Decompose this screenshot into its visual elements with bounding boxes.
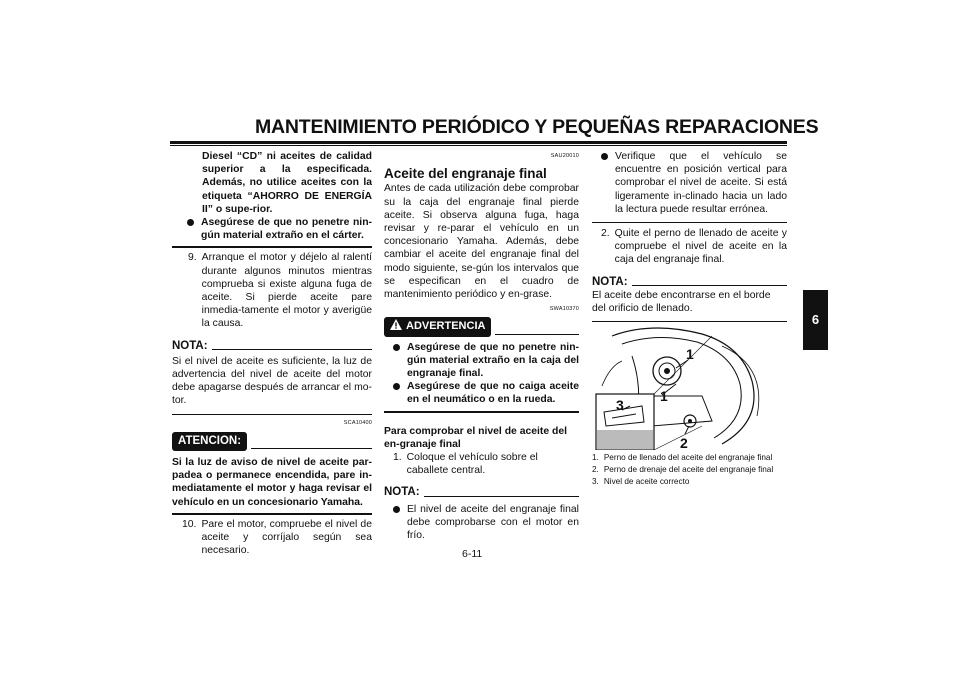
nota-heading (384, 486, 579, 499)
nota-label: NOTA: (592, 275, 628, 288)
step-number: 2. (601, 228, 610, 240)
bullet-icon (393, 383, 400, 390)
column-2 (384, 150, 579, 542)
divider (592, 321, 787, 322)
bullet-text: Verifique que el vehículo se encuentre en posición vertical para comprobar el nivel de aceite. Si está ligeramente in-clinado hacia un lado la lectura puede resultar errónea. (615, 151, 787, 215)
warning-badge (384, 317, 491, 336)
caption-number: 3. (592, 476, 599, 486)
caption-list (592, 453, 787, 486)
caption-number: 1. (592, 453, 599, 463)
divider (592, 222, 787, 223)
bullet-icon (393, 506, 400, 513)
step-text: Pare el motor, compruebe el nivel de aceite y corríjalo según sea necesario. (201, 518, 372, 557)
caption-number: 2. (592, 465, 599, 475)
page-title: MANTENIMIENTO PERIÓDICO Y PEQUEÑAS REPARACIONES (255, 116, 819, 138)
caption-item (592, 477, 787, 487)
bullet-icon (187, 219, 194, 226)
caption-text: Nivel de aceite correcto (603, 476, 690, 486)
step-2 (592, 227, 787, 267)
callout-label: 3 (616, 397, 624, 414)
column-3 (592, 150, 787, 487)
nota-label: NOTA: (384, 486, 420, 499)
reference-code: SWA10370 (549, 306, 579, 313)
divider (172, 246, 372, 248)
bullet-text: Asegúrese de que no caiga aceite en el neumático o en la rueda. (407, 381, 579, 406)
nota-heading (592, 276, 787, 289)
procedure-title: Para comprobar el nivel de aceite del en-granaje final (384, 425, 568, 450)
bullet-text: Asegúrese de que no penetre nin-gún material extraño en el cárter. (201, 217, 372, 242)
intro-text: Antes de cada utilización debe comprobar su la caja del engranaje final pierde aceite. Si observa alguna fuga, haga revisar y re-parar el vehículo en un concesionario Yamaha. Además, debe cambiar el aceite del engranaje final del modo siguiente, se-gún los intervalos que se especifican en el cuadro de mantenimiento periódico y en-grase. (384, 183, 579, 301)
list-item (384, 341, 579, 381)
reference-code: SAU20010 (550, 153, 579, 159)
callout-label: 2 (680, 435, 688, 451)
bullet-icon (601, 153, 608, 160)
step-text: Coloque el vehículo sobre el caballete central. (406, 452, 538, 477)
divider (172, 414, 372, 415)
bullet-text: Asegúrese de que no penetre nin-gún material extraño en la caja del engranaje final. (407, 341, 579, 380)
gear-case-drawing (592, 326, 782, 450)
list-item (592, 150, 787, 216)
atencion-line (251, 448, 372, 449)
bullet-text: El nivel de aceite del engranaje final debe comprobarse con el motor en frío. (407, 503, 579, 542)
nota-heading (172, 340, 372, 353)
reference-code: SCA10400 (343, 419, 372, 426)
nota-label: NOTA: (172, 339, 208, 352)
list-item (384, 380, 579, 406)
callout-label: 1 (686, 346, 694, 363)
list-item (172, 216, 372, 242)
nota-line (632, 285, 787, 286)
caption-item (592, 465, 787, 475)
warning-line (495, 334, 579, 335)
divider (172, 513, 372, 515)
chapter-tab: 6 (803, 290, 828, 350)
step-number: 10. (182, 518, 197, 530)
step-number: 1. (393, 452, 402, 464)
step-9 (172, 251, 372, 330)
step-text: Arranque el motor y déjelo al ralentí durante algunos minutos mientras comprueba si existe alguna fuga de aceite. Si pierde aceite pare inmedia-tamente el motor y averigüe la causa. (201, 252, 372, 330)
caption-text: Perno de llenado del aceite del engranaje final (603, 453, 773, 463)
step-1 (384, 451, 579, 477)
column-1 (172, 150, 372, 557)
page-number: 6-11 (462, 548, 483, 560)
gear-case-illustration (592, 326, 782, 450)
bullet-icon (393, 344, 400, 351)
list-item (384, 503, 579, 543)
atencion-badge: ATENCION: (172, 432, 247, 451)
divider (384, 411, 579, 413)
warning-heading (384, 317, 579, 336)
warning-label: ADVERTENCIA (406, 320, 486, 333)
atencion-heading (172, 432, 372, 451)
atencion-text: Si la luz de aviso de nivel de aceite par-padea o permanece encendida, pare in-mediatamente el motor y haga revisar el vehículo en un concesionario Yamaha. (172, 457, 372, 508)
warning-triangle-icon (390, 319, 402, 334)
nota-text: El aceite debe encontrarse en el borde del orificio de llenado. (592, 289, 771, 315)
caption-text: Perno de drenaje del aceite del engranaje final (603, 465, 774, 475)
nota-text: Si el nivel de aceite es suficiente, la luz de advertencia del nivel de aceite del motor debe apagarse después de arrancar el mo-tor. (172, 355, 372, 407)
caption-item (592, 453, 787, 463)
nota-line (424, 496, 579, 497)
title-rule-thin (170, 145, 787, 146)
nota-line (212, 349, 372, 350)
step-text: Quite el perno de llenado de aceite y compruebe el nivel de aceite en la caja del engranaje final. (614, 228, 787, 266)
section-heading: Aceite del engranaje final (384, 166, 547, 182)
callout-label: 1 (660, 388, 668, 405)
continued-warning-text: Diesel “CD” ni aceites de calidad superior a la especificada. Además, no utilice aceites con la etiqueta “AHORRO DE ENERGÍA II” o supe-rior. (202, 151, 372, 215)
title-rule (170, 141, 787, 144)
step-10 (172, 518, 372, 558)
step-number: 9. (188, 252, 197, 264)
